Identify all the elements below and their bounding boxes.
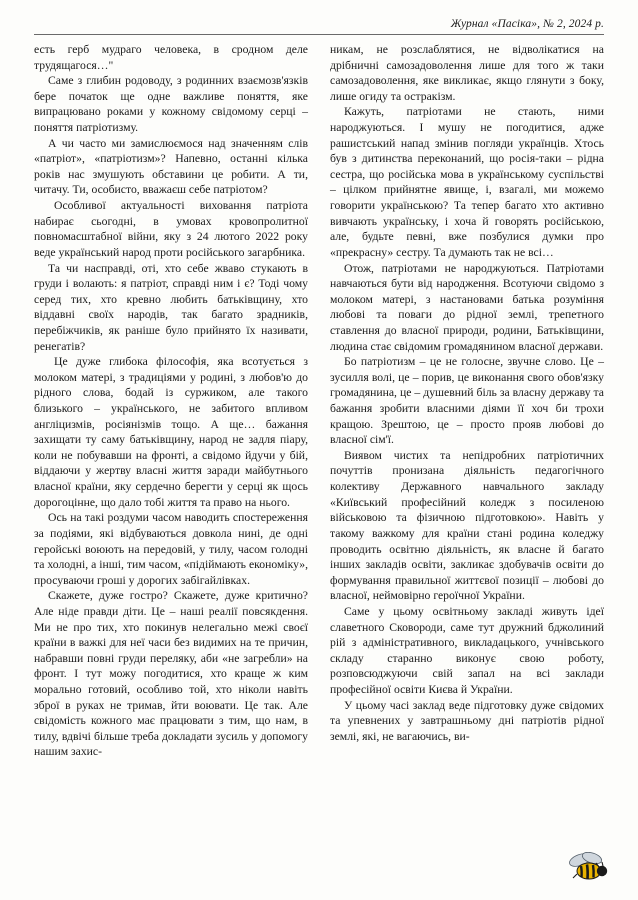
header-rule <box>34 34 604 35</box>
paragraph: Це дуже глибока філософія, яка всотується з молоком матері, з традиціями у родині, з любов'ю до рідного слова, бодай із суржиком, але такого близького – українського, не забитого впливом англіцизмів, росіянізмів тощо. А ще… бажання захищати ту саму батьківщину, народ не задля піару, коли не побувавши на фронті, а свідомо йдучи у бій, віддаючи у жертву власні життя заради майбутнього власної країни, яку сердечно берегти у серці як щось дорогоцінне, що дало тобі життя та право на нього. <box>34 355 308 509</box>
paragraph: У цьому часі заклад веде підготовку дуже свідомих та упевнених у завтрашньому дні патріотів рідної землі, які, не вагаючись, ви- <box>330 698 604 743</box>
right-column <box>330 42 604 854</box>
left-column <box>34 42 308 854</box>
paragraph: Особливої актуальності виховання патріота набирає сьогодні, в умовах кровопролитної повномасштабної війни, яку з 24 лютого 2022 року веде український народ проти російського загарбника. <box>34 199 308 259</box>
bee-icon <box>566 852 608 882</box>
paragraph: никам, не розслаблятися, не відволікатися на дрібничні самозадоволення лише для того ж таки самозадоволення, яке викликає, якщо глянути з боку, лише огиду та остракізм. <box>330 43 604 103</box>
paragraph: А чи часто ми замислюємося над значенням слів «патріот», «патріотизм»? Напевно, останні кілька років нас змушують обставини це робити. А ти, читачу. Ти, особисто, вважаєш себе патріотом? <box>34 136 308 197</box>
paragraph: Отож, патріотами не народжуються. Патріотами навчаються бути від народження. Всотуючи свідомо з молоком матері, з настановами батька розуміння любові та поваги до рідної землі, трепетного ставлення до власної природи, родини, Батьківщини, людина стає свідомим громадянином власної держави. <box>330 261 604 353</box>
paragraph: Виявом чистих та непідробних патріотичних почуттів пронизана діяльність педагогічного колективу Державного навчального закладу «Київський професійний коледж з посиленою військовою та фізичною підготовкою». Навіть у такому важкому для країни стані родина коледжу проводить освітню діяльність, як власне й багато інших закладів освіти, закликає здобувачів освіти до формування правильної життєвої позиції – любові до власної, неймовірно героїчної України. <box>330 448 604 603</box>
paragraph: Кажуть, патріотами не стають, ними народжуються. І мушу не погодитися, адже рашистський напад змінив погляди українців. Хтось був з дитинства переконаний, що росія-таки – рідна сестра, що російська мова в українському суспільстві – цілком прийнятне явище, і, взагалі, ми можемо говорити українською? Та тепер багато хто активно вивчають українську, і хоча й говорять російською, але, будьте певні, вже позбулися думки про «прекрасну» сестру. Та думають так не всі… <box>330 105 604 259</box>
paragraph: Саме з глибин родоводу, з родинних взаємозв'язків бере початок ще одне важливе поняття, яке випрацювано роками у кожному свідомому серці – поняття патріотизму. <box>34 74 308 135</box>
body-columns <box>34 42 604 854</box>
paragraph: Бо патріотизм – це не голосне, звучне слово. Це – зусилля волі, це – порив, це виконання свого обов'язку громадянина, це – душевний біль за власну державу та бажання зробити власними діями її хоч би трохи кращою. Зрештою, це – просто прояв любові до власної сім'ї. <box>330 355 604 447</box>
paragraph: есть герб мудраго человека, в сродном деле трудящагося…" <box>34 43 308 72</box>
paragraph: Скажете, дуже гостро? Скажете, дуже критично? Але ніде правди діти. Це – наші реалії повсякдення. Ми не про тих, хто покинув нелегально межі своєї країни в важкі для неї часи без видимих на те причин, набравши повні груди переляку, аби «не загребли» на фронт. І тут можу погодитися, хто краще ж ким морально готовий, особливо той, хто ніколи навіть зброї в руках не тримав, йти воювати. Це так. Але свідомість кожного має працювати з тим, що нам, в тилу, вдвічі більше треба докладати зусиль у допомогу нашим захис- <box>34 589 308 759</box>
running-head: Журнал «Пасіка», № 2, 2024 р. <box>450 18 604 30</box>
paragraph: Саме у цьому освітньому закладі живуть ідеї славетного Сковороди, саме тут дружний бджолиний рій з адміністративного, викладацького, учнівського складу старанно виконує свою роботу, розповсюджуючи свій запал на всі заклади професійної освіти Києва й України. <box>330 604 604 696</box>
paragraph: Ось на такі роздуми часом наводить спостереження за подіями, які відбуваються довкола нині, де одні геройські воюють на передовій, у тилу, часом голодні та холодні, а інші, тим часом, «підіймають економіку», просуваючи гроші у дорогих забігайлівках. <box>34 511 308 587</box>
paragraph: Та чи насправді, оті, хто себе жваво стукають в груди і волають: я патріот, справді ним і є? Тоді чому серед тих, хто кревно любить батьківщину, хто віддавні своїх народів, так багато зрадників, перебіжчиків, як раніше було прийнято їх називати, ренегатів? <box>34 261 308 353</box>
